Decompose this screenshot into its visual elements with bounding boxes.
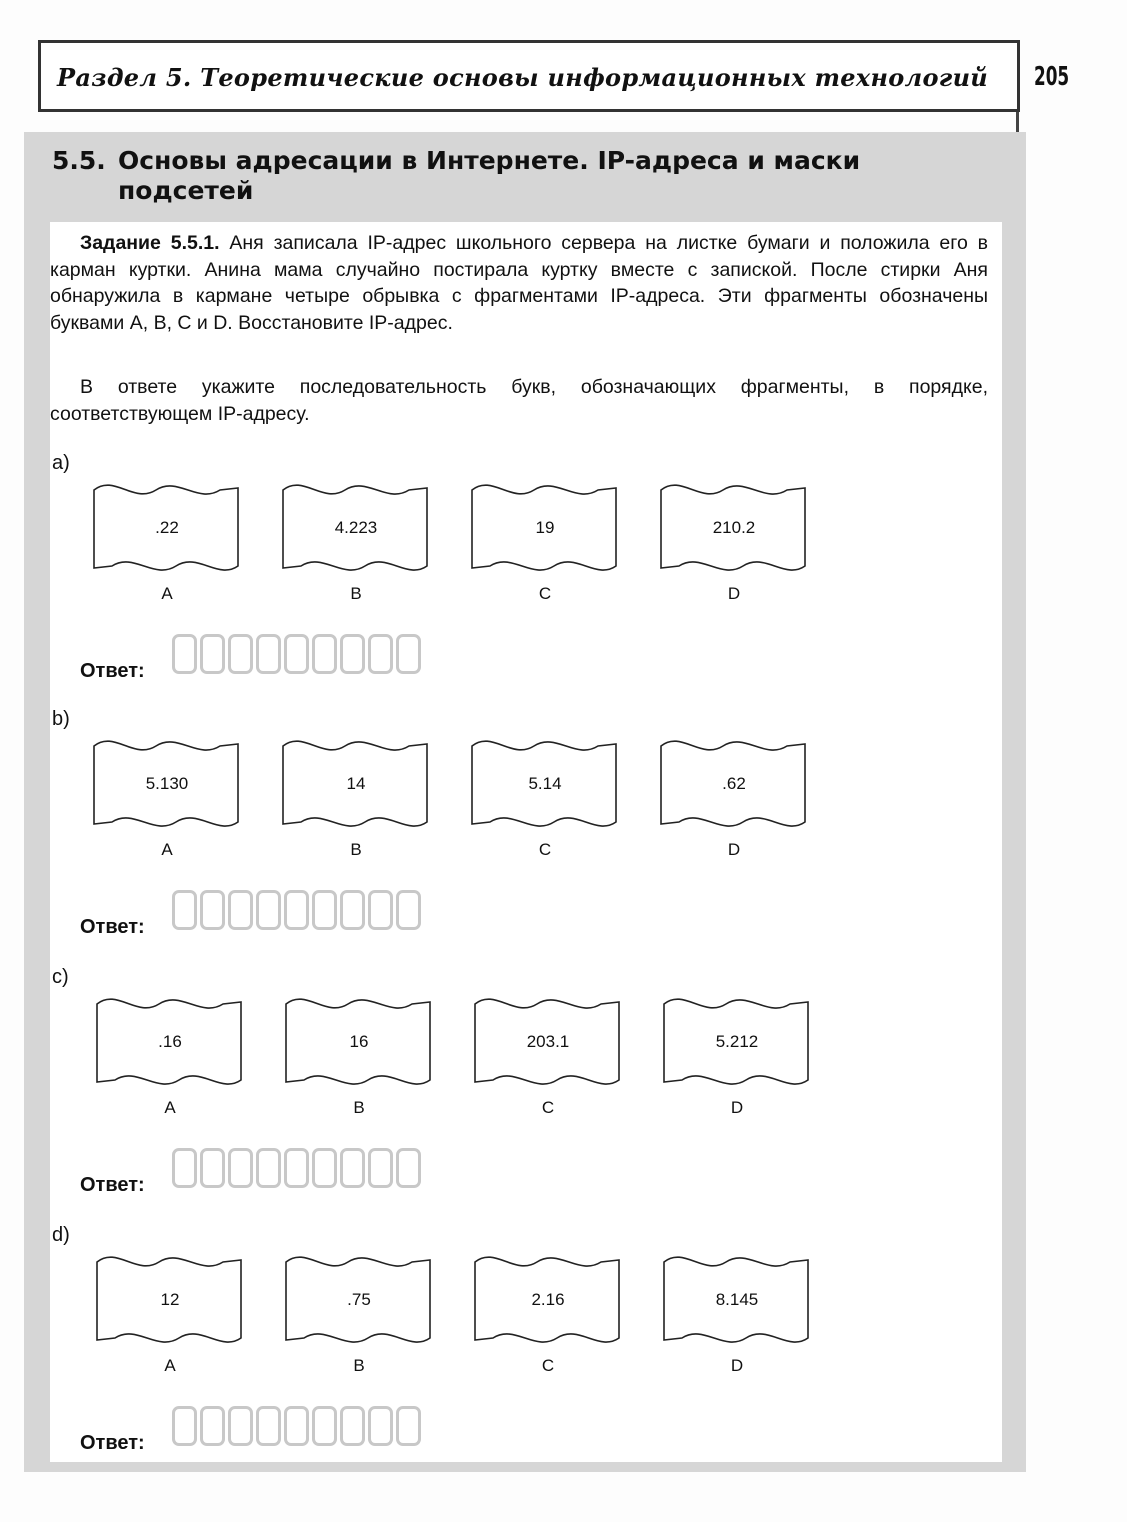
- answer-cell[interactable]: [228, 634, 253, 674]
- paper-fragment: [662, 994, 812, 1094]
- section-header: [38, 40, 1020, 112]
- answer-cell[interactable]: [284, 1148, 309, 1188]
- fragment-letter: D: [727, 584, 741, 603]
- task-body: Аня записала IP-адрес школьного сервера на листке бумаги и положила его в карман куртки. Анина мама случайно постирала куртку вместе с запиской. После стирки Аня обнаружила в кармане четыре обрывка с фрагментами IP-адреса. Эти фрагменты обозначены буквами A, B, C и D. Восстановите IP-адрес.: [50, 232, 989, 334]
- fragment-letter: C: [541, 1098, 555, 1117]
- answer-input-boxes[interactable]: [172, 634, 442, 678]
- answer-cell[interactable]: [340, 1148, 365, 1188]
- answer-cell[interactable]: [256, 634, 281, 674]
- fragment-letter: D: [730, 1356, 744, 1375]
- paper-fragment: [95, 1252, 245, 1352]
- fragment-letter: B: [350, 584, 362, 603]
- answer-label: Ответ:: [80, 660, 145, 682]
- fragment-letter: B: [353, 1356, 365, 1375]
- paper-fragment: [284, 1252, 434, 1352]
- fragment-value: 5.14: [528, 774, 562, 793]
- answer-input-boxes[interactable]: [172, 1406, 442, 1450]
- answer-cell[interactable]: [396, 634, 421, 674]
- section-title-line1: Основы адресации в Интернете. IP-адреса и маски: [118, 146, 861, 175]
- task-text: [50, 230, 988, 336]
- answer-label: Ответ:: [80, 916, 145, 938]
- paper-fragment: [95, 994, 245, 1094]
- answer-input-boxes[interactable]: [172, 890, 442, 934]
- part-label: b): [52, 708, 70, 730]
- fragment-value: .22: [155, 518, 179, 537]
- fragment-letter: B: [350, 840, 362, 859]
- answer-cell[interactable]: [284, 634, 309, 674]
- fragment-value: 12: [160, 1290, 180, 1309]
- answer-cell[interactable]: [228, 890, 253, 930]
- answer-cell[interactable]: [228, 1406, 253, 1446]
- task-label: Задание 5.5.1.: [80, 232, 220, 254]
- answer-cell[interactable]: [172, 634, 197, 674]
- answer-cell[interactable]: [396, 1406, 421, 1446]
- page-number: 205: [1034, 62, 1070, 92]
- fragment-letter: C: [538, 584, 552, 603]
- paper-fragment: [470, 480, 620, 580]
- part-label: a): [52, 452, 70, 474]
- fragment-letter: B: [353, 1098, 365, 1117]
- fragment-letter: A: [164, 1098, 176, 1117]
- answer-cell[interactable]: [284, 1406, 309, 1446]
- fragment-letter: D: [730, 1098, 744, 1117]
- paper-fragment: [281, 480, 431, 580]
- answer-cell[interactable]: [284, 890, 309, 930]
- answer-cell[interactable]: [340, 634, 365, 674]
- answer-cell[interactable]: [312, 1406, 337, 1446]
- answer-cell[interactable]: [340, 1406, 365, 1446]
- paper-fragment: [281, 736, 431, 836]
- fragment-letter: C: [541, 1356, 555, 1375]
- answer-cell[interactable]: [368, 1406, 393, 1446]
- fragment-letter: D: [727, 840, 741, 859]
- answer-cell[interactable]: [200, 1148, 225, 1188]
- part-label: c): [52, 966, 69, 988]
- header-title: Раздел 5. Теоретические основы информационных технологий: [57, 63, 989, 92]
- fragment-value: 19: [535, 518, 555, 537]
- answer-cell[interactable]: [256, 1148, 281, 1188]
- paper-fragment: [470, 736, 620, 836]
- answer-cell[interactable]: [368, 890, 393, 930]
- answer-label: Ответ:: [80, 1432, 145, 1454]
- fragment-letter: A: [161, 840, 173, 859]
- section-number: 5.5.: [52, 146, 106, 175]
- answer-cell[interactable]: [368, 634, 393, 674]
- fragment-value: 5.130: [145, 774, 189, 793]
- answer-cell[interactable]: [256, 1406, 281, 1446]
- answer-input-boxes[interactable]: [172, 1148, 442, 1192]
- answer-cell[interactable]: [312, 634, 337, 674]
- fragment-value: .75: [347, 1290, 371, 1309]
- paper-fragment: [92, 480, 242, 580]
- answer-cell[interactable]: [228, 1148, 253, 1188]
- paper-fragment: [92, 736, 242, 836]
- fragment-value: 8.145: [715, 1290, 759, 1309]
- fragment-value: 4.223: [334, 518, 378, 537]
- answer-cell[interactable]: [200, 634, 225, 674]
- answer-cell[interactable]: [172, 1148, 197, 1188]
- answer-cell[interactable]: [340, 890, 365, 930]
- answer-cell[interactable]: [172, 1406, 197, 1446]
- answer-cell[interactable]: [368, 1148, 393, 1188]
- task-instruction: В ответе укажите последовательность букв, обозначающих фрагменты, в порядке, соответствующем IP-адресу.: [50, 376, 988, 425]
- fragment-letter: A: [161, 584, 173, 603]
- section-title: [52, 146, 860, 206]
- fragment-value: 16: [349, 1032, 369, 1051]
- answer-cell[interactable]: [172, 890, 197, 930]
- fragment-value: .62: [722, 774, 746, 793]
- header-divider: [1016, 112, 1019, 134]
- section-title-line2: подсетей: [118, 176, 254, 205]
- paper-fragment: [284, 994, 434, 1094]
- fragment-value: .16: [158, 1032, 182, 1051]
- paper-fragment: [662, 1252, 812, 1352]
- fragment-value: 2.16: [531, 1290, 565, 1309]
- fragment-letter: A: [164, 1356, 176, 1375]
- fragment-letter: C: [538, 840, 552, 859]
- answer-cell[interactable]: [396, 1148, 421, 1188]
- part-label: d): [52, 1224, 70, 1246]
- answer-cell[interactable]: [312, 890, 337, 930]
- fragment-value: 14: [346, 774, 366, 793]
- answer-cell[interactable]: [200, 1406, 225, 1446]
- fragment-value: 210.2: [712, 518, 756, 537]
- paper-fragment: [473, 1252, 623, 1352]
- paper-fragment: [659, 736, 809, 836]
- answer-cell[interactable]: [312, 1148, 337, 1188]
- paper-fragment: [659, 480, 809, 580]
- answer-cell[interactable]: [256, 890, 281, 930]
- fragment-value: 5.212: [715, 1032, 759, 1051]
- answer-label: Ответ:: [80, 1174, 145, 1196]
- paper-fragment: [473, 994, 623, 1094]
- fragment-value: 203.1: [526, 1032, 570, 1051]
- answer-cell[interactable]: [396, 890, 421, 930]
- answer-cell[interactable]: [200, 890, 225, 930]
